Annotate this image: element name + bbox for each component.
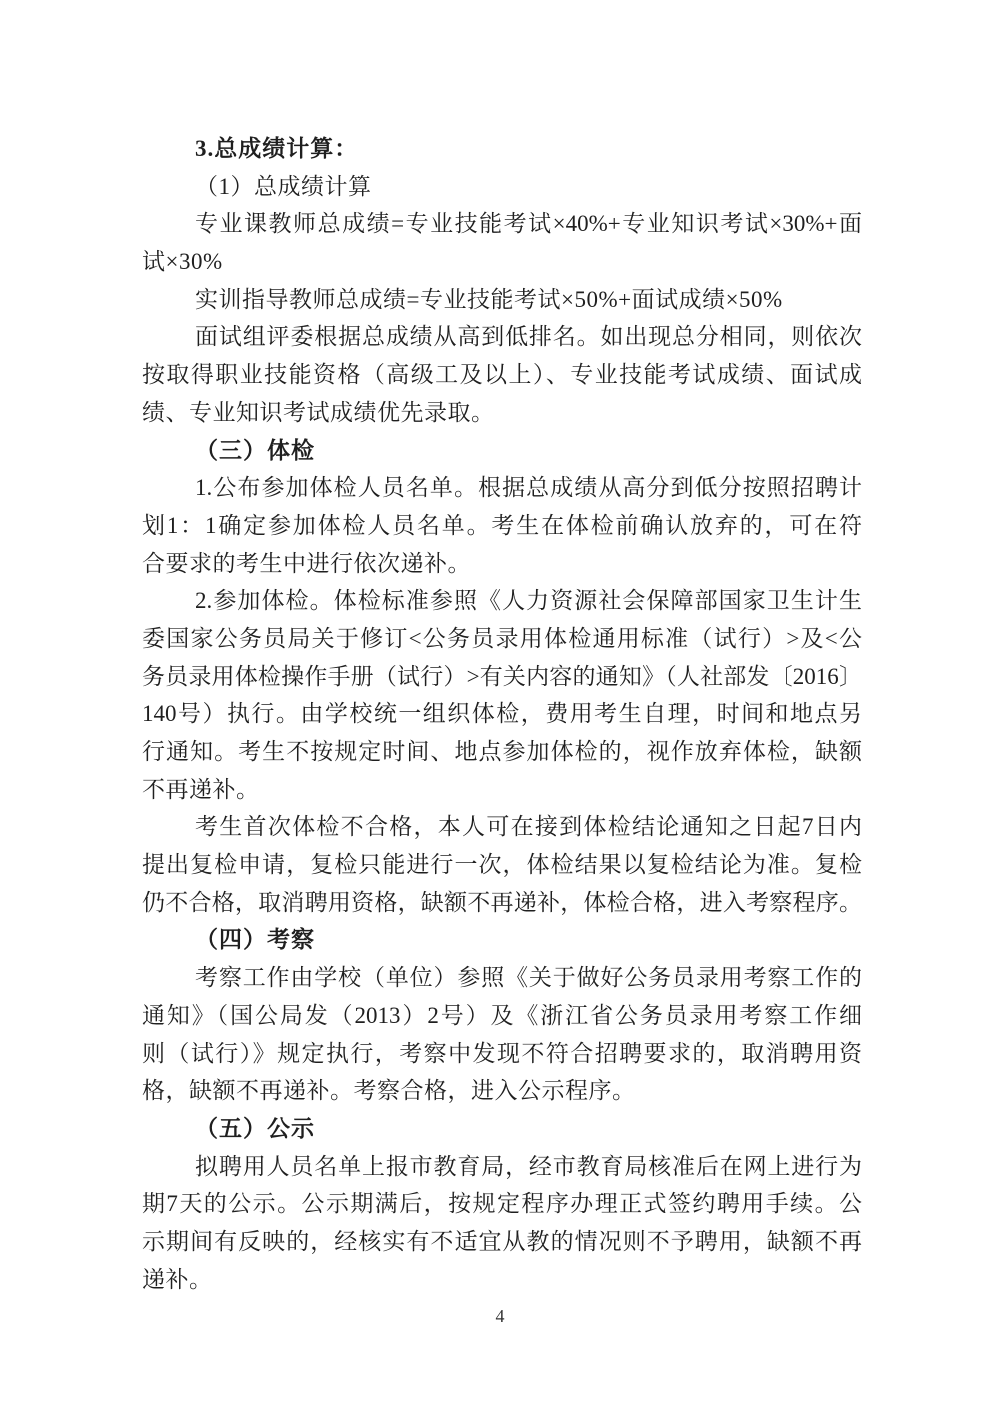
doc-line-public-notice-2: 期7天的公示。公示期满后，按规定程序办理正式签约聘用手续。公 xyxy=(142,1191,862,1217)
doc-line-inspection-1: 考察工作由学校（单位）参照《关于做好公务员录用考察工作的 xyxy=(195,965,862,991)
doc-line-ranking-3: 绩、专业知识考试成绩优先录取。 xyxy=(142,399,495,425)
doc-line-exam-standard-2: 委国家公务员局关于修订<公务员录用体检通用标准（试行）>及<公 xyxy=(142,625,862,651)
doc-line-inspection-4: 格，缺额不再递补。考察合格，进入公示程序。 xyxy=(142,1078,636,1104)
doc-line-formula-subject-teacher-cont: 试×30% xyxy=(142,249,223,275)
subheading-total-score-formula: （1）总成绩计算 xyxy=(195,173,372,199)
doc-line-exam-standard-5: 行通知。考生不按规定时间、地点参加体检的，视作放弃体检，缺额 xyxy=(142,739,862,764)
doc-line-exam-standard-4: 140号）执行。由学校统一组织体检，费用考生自理，时间和地点另 xyxy=(142,701,862,727)
doc-line-exam-standard-3: 务员录用体检操作手册（试行）>有关内容的通知》（人社部发〔2016〕 xyxy=(142,663,862,689)
doc-line-exam-standard-6: 不再递补。 xyxy=(142,776,260,802)
document-text-block xyxy=(142,130,862,1298)
page-number: 4 xyxy=(495,1306,505,1326)
doc-line-exam-standard-1: 2.参加体检。体检标准参照《人力资源社会保障部国家卫生计生 xyxy=(195,588,862,614)
doc-line-recheck-2: 提出复检申请，复检只能进行一次，体检结果以复检结论为准。复检 xyxy=(142,852,862,878)
doc-line-inspection-3: 则（试行）》规定执行，考察中发现不符合招聘要求的，取消聘用资 xyxy=(142,1040,862,1066)
doc-line-ranking-1: 面试组评委根据总成绩从高到低排名。如出现总分相同，则依次 xyxy=(195,324,862,350)
doc-line-exam-list-1: 1.公布参加体检人员名单。根据总成绩从高分到低分按照招聘计 xyxy=(195,475,862,501)
section-heading-public-notice: （五）公示 xyxy=(195,1115,315,1141)
doc-line-formula-subject-teacher: 专业课教师总成绩=专业技能考试×40%+专业知识考试×30%+面 xyxy=(195,211,862,237)
heading-total-score-calculation: 3.总成绩计算： xyxy=(195,136,359,161)
doc-line-exam-list-2: 划1：1确定参加体检人员名单。考生在体检前确认放弃的，可在符 xyxy=(142,512,862,538)
section-heading-physical-exam: （三）体检 xyxy=(195,437,315,463)
section-heading-inspection: （四）考察 xyxy=(195,927,315,953)
doc-line-recheck-1: 考生首次体检不合格，本人可在接到体检结论通知之日起7日内 xyxy=(195,814,862,840)
doc-line-public-notice-3: 示期间有反映的，经核实有不适宜从教的情况则不予聘用，缺额不再 xyxy=(142,1228,862,1254)
doc-line-exam-list-3: 合要求的考生中进行依次递补。 xyxy=(142,550,471,576)
doc-line-public-notice-4: 递补。 xyxy=(142,1266,213,1292)
doc-line-ranking-2: 按取得职业技能资格（高级工及以上）、专业技能考试成绩、面试成 xyxy=(142,362,862,388)
doc-line-recheck-3: 仍不合格，取消聘用资格，缺额不再递补，体检合格，进入考察程序。 xyxy=(142,889,862,915)
doc-line-formula-training-teacher: 实训指导教师总成绩=专业技能考试×50%+面试成绩×50% xyxy=(195,286,783,312)
doc-line-inspection-2: 通知》（国公局发（2013）2号）及《浙江省公务员录用考察工作细 xyxy=(142,1002,862,1028)
doc-line-public-notice-1: 拟聘用人员名单上报市教育局，经市教育局核准后在网上进行为 xyxy=(195,1153,862,1179)
